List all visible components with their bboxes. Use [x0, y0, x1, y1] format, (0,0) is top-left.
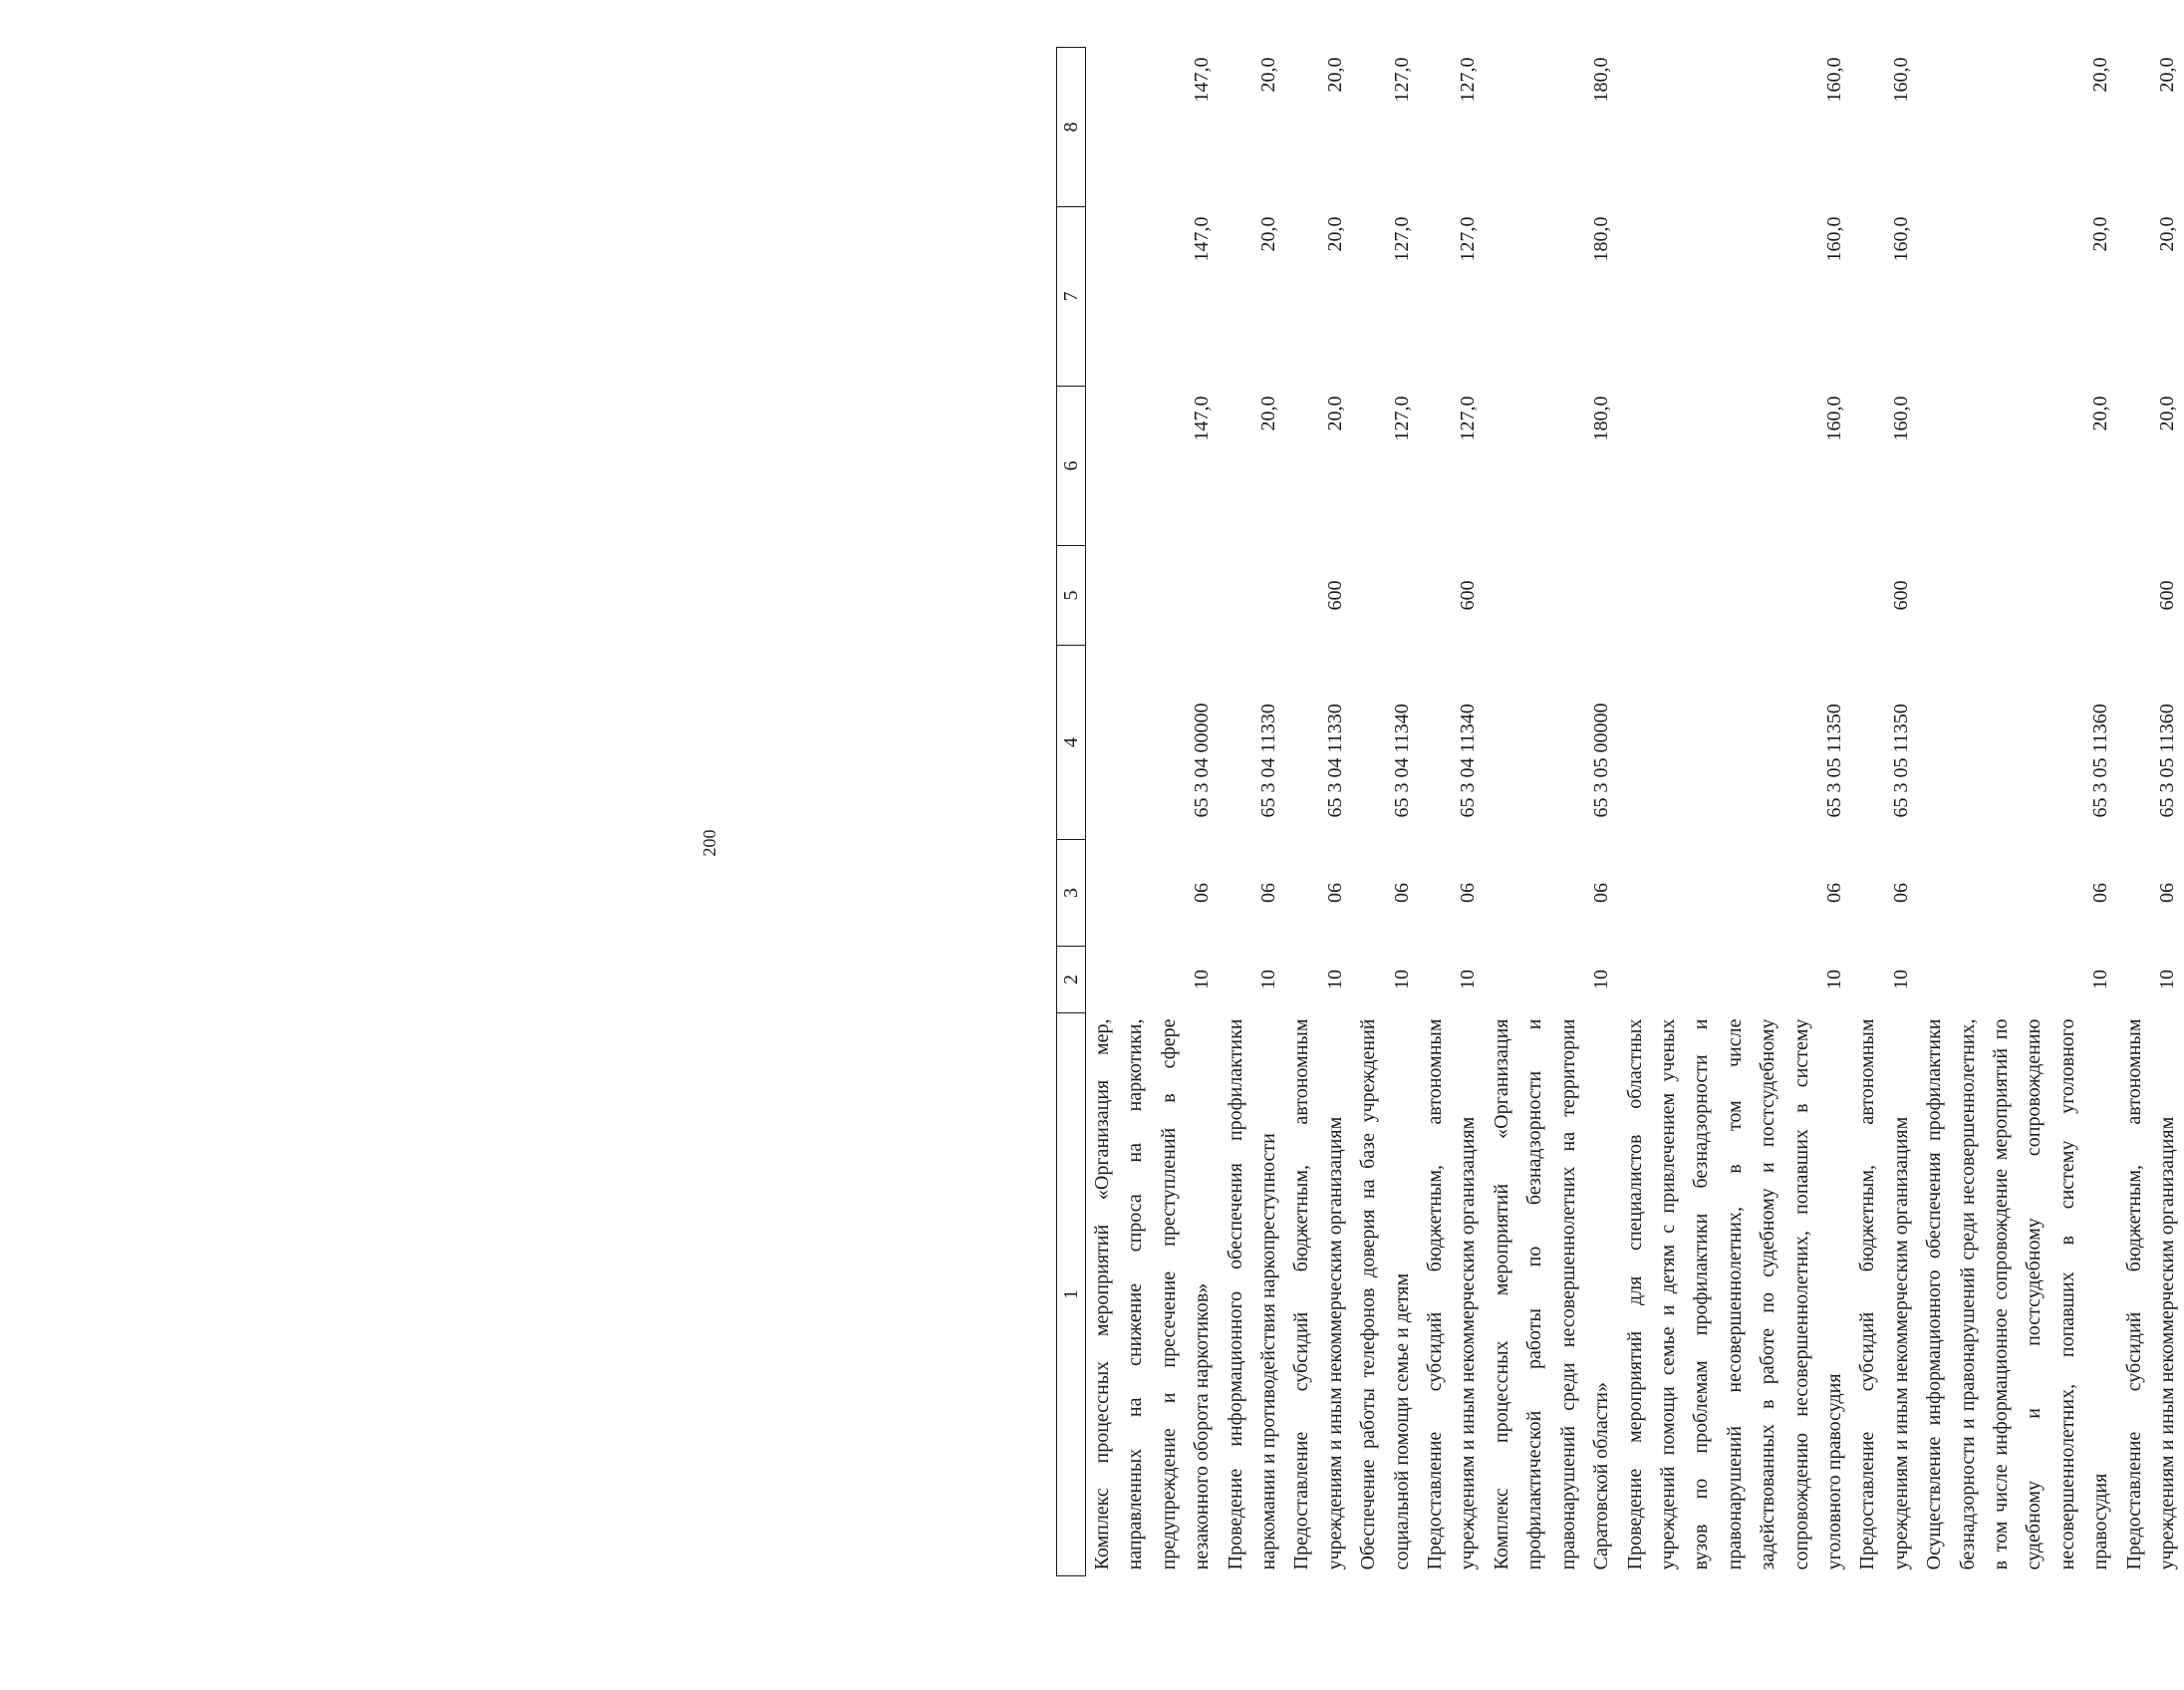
row-target-article: 65 3 04 11330: [1257, 704, 1280, 818]
row-name: Обеспечение работы телефонов доверия на базе учреждений социальной помощи семье и детям: [1357, 1018, 1413, 1570]
row-section: 10: [1889, 970, 1912, 989]
row-name: Комплекс процессных мероприятий «Организация мер, направленных на снижение спроса на наркотики, предупреждение и пресечение преступлений в сфере незаконного оборота наркотиков»: [1091, 1018, 1214, 1570]
row-amount-2: 147,0: [1191, 216, 1214, 262]
row-amount-3: 20,0: [2089, 57, 2112, 93]
header-col-6: 6: [1057, 387, 1086, 546]
table-row: [1285, 48, 1352, 1576]
row-expense-type: 600: [1323, 580, 1346, 611]
row-expense-type: 600: [2156, 580, 2178, 611]
row-target-article: 65 3 04 11340: [1390, 704, 1413, 818]
row-amount-2: 180,0: [1590, 216, 1613, 262]
row-name: Осуществление информационного обеспечения профилактики безнадзорности и правонарушений среди несовершеннолетних, в том числе информационное сопровождение мероприятий по судебному и постсудебному сопровождению несовершеннолетних, попавших в систему уголовного правосудия: [1923, 1018, 2112, 1570]
row-amount-2: 160,0: [1822, 216, 1845, 262]
row-amount-3: 127,0: [1390, 57, 1413, 103]
table-row: [1352, 48, 1419, 1576]
header-col-1: 1: [1057, 1013, 1086, 1576]
row-expense-type: 600: [1889, 580, 1912, 611]
header-col-7: 7: [1057, 207, 1086, 387]
table-row: [1220, 48, 1286, 1576]
row-target-article: 65 3 04 11330: [1323, 704, 1346, 818]
row-expense-type: [1086, 546, 1220, 646]
row-amount-2: 160,0: [1889, 216, 1912, 262]
row-name: Проведение информационного обеспечения профилактики наркомании и противодействия наркопреступности: [1224, 1018, 1280, 1570]
row-amount-3: 127,0: [1457, 57, 1480, 103]
row-amount-3: 180,0: [1590, 57, 1613, 103]
row-expense-type: [1220, 546, 1286, 646]
header-col-2: 2: [1057, 947, 1086, 1013]
row-amount-1: 20,0: [1257, 396, 1280, 431]
row-amount-2: 20,0: [1323, 216, 1346, 252]
row-subsection: 06: [1390, 883, 1413, 903]
row-amount-3: 147,0: [1191, 57, 1214, 103]
table-body: [1086, 48, 2184, 1576]
row-expense-type: [1486, 546, 1619, 646]
row-name: Предоставление субсидий бюджетным, автономным учреждениям и иным некоммерческим организациям: [1424, 1018, 1480, 1570]
row-amount-1: 127,0: [1390, 396, 1413, 441]
header-col-3: 3: [1057, 840, 1086, 947]
table-row: [1419, 48, 1486, 1576]
row-section: 10: [2089, 970, 2112, 989]
row-amount-1: 180,0: [1590, 396, 1613, 441]
row-section: 10: [1257, 970, 1280, 989]
row-amount-2: 127,0: [1457, 216, 1480, 262]
row-section: 10: [1191, 970, 1214, 989]
row-amount-1: 20,0: [1323, 396, 1346, 431]
rotated-page: [1056, 48, 2184, 1576]
row-amount-2: 20,0: [2089, 216, 2112, 252]
row-name: Комплекс процессных мероприятий «Организация профилактической работы по безнадзорности и правонарушений среди несовершеннолетних на территории Саратовской области»: [1490, 1018, 1613, 1570]
row-subsection: 06: [1590, 883, 1613, 903]
row-target-article: 65 3 05 11350: [1822, 704, 1845, 818]
row-expense-type: [1352, 546, 1419, 646]
row-section: 10: [1822, 970, 1845, 989]
row-expense-type: [1918, 546, 2117, 646]
header-row: [1057, 48, 1086, 1576]
table-header: [1057, 48, 1086, 1576]
row-target-article: 65 3 04 11340: [1457, 704, 1480, 818]
row-section: 10: [1323, 970, 1346, 989]
row-amount-2: 20,0: [2156, 216, 2178, 252]
row-name: Проведение мероприятий для специалистов областных учреждений помощи семье и детям с привлечением ученых вузов по проблемам профилактики безнадзорности и правонарушений несовершеннолетних, в том числе задействованных в работе по судебному и постсудебному сопровождению несовершеннолетних, попавших в систему уголовного правосудия: [1623, 1018, 1845, 1570]
row-section: 10: [2156, 970, 2178, 989]
row-expense-type: [1619, 546, 1852, 646]
table-row: [2118, 48, 2184, 1576]
row-subsection: 06: [1323, 883, 1346, 903]
row-section: 10: [1590, 970, 1613, 989]
row-expense-type: 600: [1457, 580, 1480, 611]
row-subsection: 06: [2156, 883, 2178, 903]
row-target-article: 65 3 05 11350: [1889, 704, 1912, 818]
row-amount-3: 160,0: [1822, 57, 1845, 103]
row-amount-1: 20,0: [2156, 396, 2178, 431]
header-col-8: 8: [1057, 48, 1086, 207]
row-subsection: 06: [1889, 883, 1912, 903]
row-amount-1: 147,0: [1191, 396, 1214, 441]
page-number: 200: [699, 829, 719, 857]
row-amount-3: 20,0: [1257, 57, 1280, 93]
row-amount-3: 160,0: [1889, 57, 1912, 103]
row-name: Предоставление субсидий бюджетным, автономным учреждениям и иным некоммерческим организациям: [1856, 1018, 1912, 1570]
row-target-article: 65 3 05 00000: [1590, 703, 1613, 818]
row-subsection: 06: [1191, 883, 1214, 903]
row-subsection: 06: [1457, 883, 1480, 903]
table-row: [1918, 48, 2117, 1576]
row-amount-1: 20,0: [2089, 396, 2112, 431]
row-amount-1: 127,0: [1457, 396, 1480, 441]
row-target-article: 65 3 05 11360: [2156, 704, 2178, 818]
row-amount-1: 160,0: [1889, 396, 1912, 441]
header-col-5: 5: [1057, 546, 1086, 646]
row-amount-2: 127,0: [1390, 216, 1413, 262]
header-col-4: 4: [1057, 646, 1086, 840]
row-section: 10: [1390, 970, 1413, 989]
row-target-article: 65 3 04 00000: [1191, 703, 1214, 818]
row-subsection: 06: [2089, 883, 2112, 903]
row-amount-1: 160,0: [1822, 396, 1845, 441]
row-name: Предоставление субсидий бюджетным, автономным учреждениям и иным некоммерческим организациям: [2122, 1018, 2178, 1570]
row-target-article: 65 3 05 11360: [2089, 704, 2112, 818]
row-amount-3: 20,0: [2156, 57, 2178, 93]
table-row: [1486, 48, 1619, 1576]
row-subsection: 06: [1257, 883, 1280, 903]
budget-table: [1056, 47, 2184, 1576]
row-name: Предоставление субсидий бюджетным, автономным учреждениям и иным некоммерческим организациям: [1290, 1018, 1346, 1570]
row-section: 10: [1457, 970, 1480, 989]
table-row: [1619, 48, 1852, 1576]
row-amount-3: 20,0: [1323, 57, 1346, 93]
table-row: [1851, 48, 1918, 1576]
row-amount-2: 20,0: [1257, 216, 1280, 252]
row-subsection: 06: [1822, 883, 1845, 903]
table-row: [1086, 48, 1220, 1576]
